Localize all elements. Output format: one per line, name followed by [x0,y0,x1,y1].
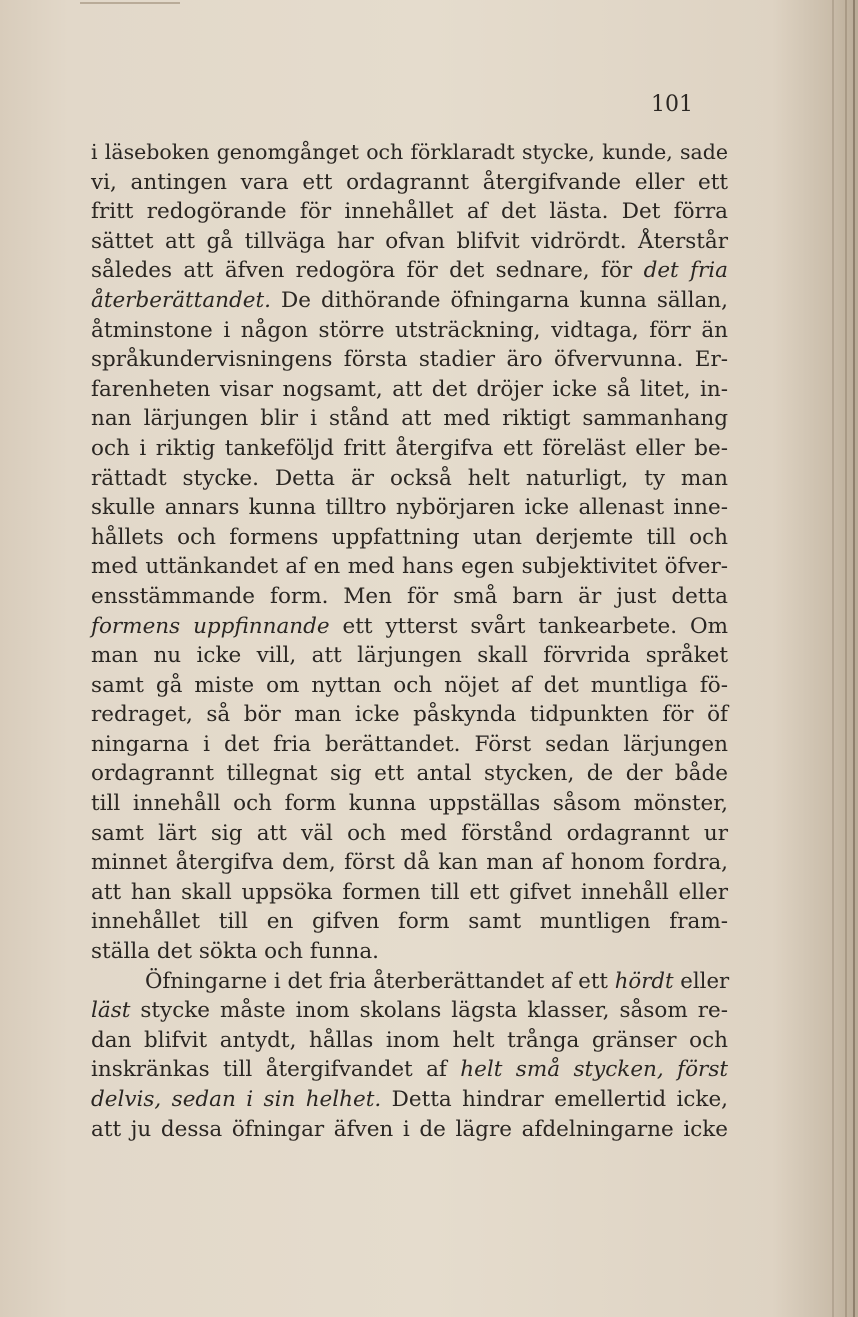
text-span: dan blifvit antydt, hållas inom helt trånga gränser och [91,1027,728,1053]
page-edge-shadow [853,0,855,1317]
text-line [91,523,728,553]
text-line [91,671,728,701]
page-edge-shadow [845,0,847,1317]
text-span: farenheten visar nogsamt, att det dröjer icke så litet, in- [91,376,728,402]
text-line [91,168,728,198]
text-span: nan lärjungen blir i stånd att med riktigt sammanhang [91,406,728,432]
text-line [91,227,728,257]
text-span: skulle annars kunna tilltro nybörjaren icke allenast inne- [91,495,728,521]
text-span: ordagrannt tillegnat sig ett antal stycken, de der både [91,761,728,787]
text-span: innehållet till en gifven form samt muntligen fram- [91,909,728,935]
text-span: samt lärt sig att väl och med förstånd ordagrannt ur [91,820,728,846]
text-span: De dithörande öfningarna kunna sällan, [270,287,728,313]
text-line [91,612,728,642]
italic-text: hördt [614,968,674,994]
text-span: i läseboken genomgånget och förklaradt stycke, kunde, sade [91,140,728,164]
text-line [91,464,728,494]
text-span: inskränkas till återgifvandet af [91,1057,461,1083]
text-line [91,1085,728,1115]
text-span: åtminstone i någon större utsträckning, vidtaga, förr än [91,317,728,343]
text-line [91,907,728,937]
text-span: språkundervisningens första stadier äro öfvervunna. Er- [91,347,728,373]
text-line [91,641,728,671]
text-span: Detta hindrar emellertid icke, [381,1087,728,1112]
text-line [91,967,728,997]
text-line [91,1026,728,1056]
text-line [91,493,728,523]
text-line [91,138,728,168]
text-span: till innehåll och form kunna uppställas såsom mönster, [91,791,728,817]
text-line [91,937,728,967]
text-span: med uttänkandet af en med hans egen subjektivitet öfver- [91,554,728,580]
text-line [91,819,728,849]
text-line [91,1115,728,1145]
text-span: man nu icke vill, att lärjungen skall förvrida språket [91,643,728,669]
text-line [91,404,728,434]
text-span: minnet återgifva dem, först då kan man af honom fordra, [91,850,728,876]
text-span: stycke måste inom skolans lägsta klasser, såsom re- [130,998,728,1024]
italic-text: återberättandet. [91,287,271,313]
text-span: vi, antingen vara ett ordagrannt återgifvande eller ett [91,169,728,195]
text-span: ett ytterst svårt tankearbete. Om [329,613,728,639]
text-span: samt gå miste om nyttan och nöjet af det muntliga fö- [91,672,728,698]
text-span: sättet att gå tillväga har ofvan blifvit vidrördt. Återstår [91,228,728,254]
text-span: Öfningarne i det fria återberättandet af ett [145,968,615,994]
text-line [91,759,728,789]
page-edge-shadow [832,0,834,1317]
text-line [91,286,728,316]
text-line [91,730,728,760]
italic-text: det fria [643,258,728,284]
text-line [91,434,728,464]
text-line [91,256,728,286]
top-rule [80,2,180,4]
text-line [91,197,728,227]
text-span: och i riktig tankeföljd fritt återgifva ett föreläst eller be- [91,435,728,461]
text-line [91,700,728,730]
text-line [91,375,728,405]
text-span: hållets och formens uppfattning utan derjemte till och [91,524,728,550]
italic-text: läst [91,998,131,1024]
italic-text: helt små stycken, först [460,1057,728,1083]
text-span: ställa det sökta och funna. [91,939,379,965]
text-span: eller [673,968,730,994]
text-line [91,552,728,582]
text-span: således att äfven redogöra för det sednare, för [91,258,644,284]
text-line [91,789,728,819]
text-span: fritt redogörande för innehållet af det lästa. Det förra [91,199,728,225]
text-line [91,996,728,1026]
text-line [91,582,728,612]
text-line [91,878,728,908]
text-line [91,848,728,878]
text-line [91,345,728,375]
text-line [91,1055,728,1085]
text-line [91,316,728,346]
text-span: att han skall uppsöka formen till ett gifvet innehåll eller [91,879,728,905]
text-span: rättadt stycke. Detta är också helt naturligt, ty man [91,465,728,491]
text-span: ensstämmande form. Men för små barn är just detta [91,583,728,609]
text-span: ningarna i det fria berättandet. Först sedan lärjungen [91,731,728,757]
italic-text: formens uppfinnande [91,613,330,639]
body-text [91,138,728,1144]
page-number: 101 [651,92,693,117]
text-span: redraget, så bör man icke påskynda tidpunkten för öf [91,702,728,728]
italic-text: delvis, sedan i sin helhet. [91,1087,382,1112]
text-span: att ju dessa öfningar äfven i de lägre afdelningarne icke [91,1116,728,1142]
